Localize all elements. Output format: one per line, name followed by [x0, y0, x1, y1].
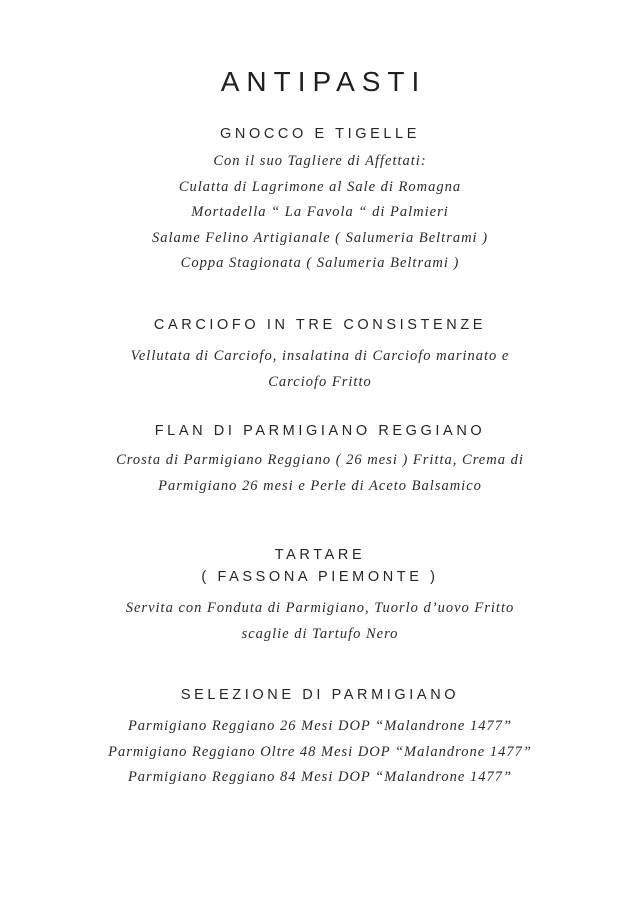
dish-description-line: Parmigiano 26 mesi e Perle di Aceto Balsamico [158, 477, 482, 494]
dish-name: SELEZIONE DI PARMIGIANO [180, 687, 460, 703]
dish-name: GNOCCO E TIGELLE [220, 126, 420, 142]
dish-description [40, 344, 600, 395]
dish-selezione-parmigiano [40, 684, 600, 791]
dish-description-line: Coppa Stagionata ( Salumeria Beltrami ) [180, 255, 460, 271]
dish-flan-parmigiano [40, 420, 600, 499]
dish-description-line: Parmigiano Reggiano 26 Mesi DOP “Malandrone 1477” [127, 718, 513, 734]
dish-description [40, 448, 600, 499]
dish-description-line: Con il suo Tagliere di Affettati: [213, 153, 427, 169]
dish-description-line: Vellutata di Carciofo, insalatina di Carciofo marinato e [130, 348, 510, 364]
dish-description-line: Parmigiano Reggiano Oltre 48 Mesi DOP “Malandrone 1477” [108, 743, 532, 760]
dish-name: TARTARE [274, 547, 366, 563]
dish-name: CARCIOFO IN TRE CONSISTENZE [153, 317, 487, 333]
dish-description-line: Culatta di Lagrimone al Sale di Romagna [178, 178, 462, 195]
dish-description [40, 714, 600, 791]
dish-description-line: Parmigiano Reggiano 84 Mesi DOP “Malandrone 1477” [127, 769, 513, 785]
dish-subtitle: ( FASSONA PIEMONTE ) [201, 569, 439, 585]
dish-description-line: Carciofo Fritto [268, 373, 372, 390]
dish-description-line: Servita con Fonduta di Parmigiano, Tuorlo d’uovo Fritto [125, 600, 515, 616]
dish-description-line: scaglie di Tartufo Nero [241, 625, 399, 642]
dish-description [40, 149, 600, 277]
dish-description-line: Crosta di Parmigiano Reggiano ( 26 mesi ) Fritta, Crema di [116, 452, 524, 468]
dish-name: FLAN DI PARMIGIANO REGGIANO [154, 423, 486, 439]
dish-tartare [40, 544, 600, 647]
dish-description-line: Salame Felino Artigianale ( Salumeria Beltrami ) [151, 229, 489, 246]
dish-carciofo [40, 314, 600, 395]
dish-gnocco-e-tigelle [40, 123, 600, 277]
dish-description [40, 596, 600, 647]
menu-section-title: ANTIPASTI [220, 66, 427, 97]
dish-description-line: Mortadella “ La Favola “ di Palmieri [191, 204, 449, 220]
